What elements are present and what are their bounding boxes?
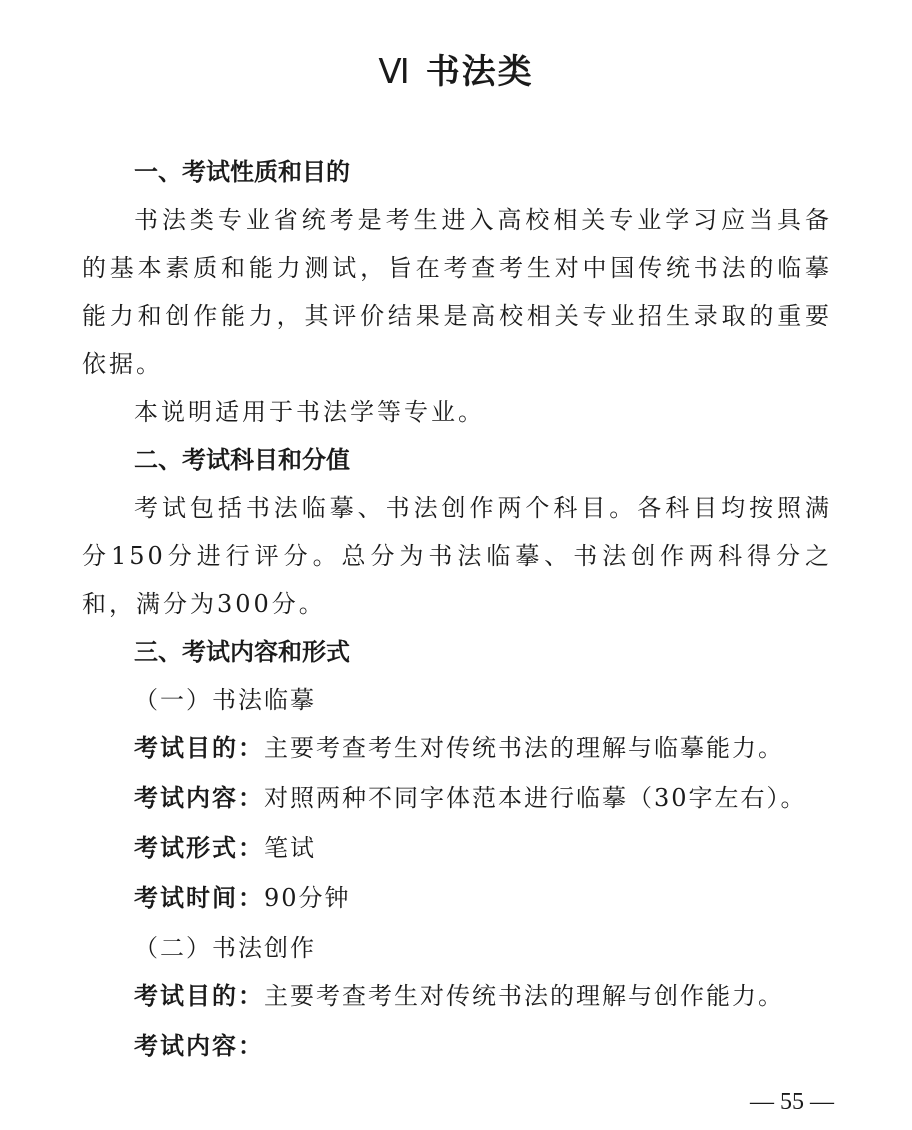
sub1-purpose-value: 主要考查考生对传统书法的理解与临摹能力。: [264, 734, 784, 762]
section-1-paragraph-1: 书法类专业省统考是考生进入高校相关专业学习应当具备的基本素质和能力测试，旨在考查考生对中国传统书法的临摹能力和创作能力，其评价结果是高校相关专业招生录取的重要依据。: [82, 206, 832, 378]
sub2-purpose-label: 考试目的：: [134, 982, 264, 1010]
sub1-purpose-line: [82, 724, 832, 774]
sub1-form-value: 笔试: [264, 834, 316, 862]
title-text: 书法类: [425, 52, 534, 92]
sub1-time-line: [82, 874, 832, 924]
sub1-content-value: 对照两种不同字体范本进行临摹（30字左右）。: [264, 784, 807, 812]
page-number: — 55 —: [750, 1089, 834, 1115]
section-heading-1: 一、考试性质和目的: [134, 158, 350, 186]
sub2-purpose-value: 主要考查考生对传统书法的理解与创作能力。: [264, 982, 784, 1010]
sub1-content-label: 考试内容：: [134, 784, 264, 812]
page-title: [0, 44, 912, 93]
document-body: [82, 148, 832, 1072]
sub1-time-value: 90分钟: [264, 884, 351, 912]
sub2-purpose-line: [82, 972, 832, 1022]
sub1-purpose-label: 考试目的：: [134, 734, 264, 762]
sub1-time-label: 考试时间：: [134, 884, 264, 912]
section-heading-3: 三、考试内容和形式: [134, 638, 350, 666]
sub2-content-label: 考试内容：: [134, 1032, 264, 1060]
subsection-title-2: （二）书法创作: [134, 934, 316, 962]
subsection-title-1: （一）书法临摹: [134, 686, 316, 714]
title-numeral: Ⅵ: [378, 54, 412, 91]
section-heading-2: 二、考试科目和分值: [134, 446, 350, 474]
sub1-content-line: [82, 774, 832, 824]
section-1-paragraph-2: 本说明适用于书法学等专业。: [134, 398, 485, 426]
section-2-paragraph-1: 考试包括书法临摹、书法创作两个科目。各科目均按照满分150分进行评分。总分为书法临摹、书法创作两科得分之和，满分为300分。: [82, 494, 832, 618]
sub1-form-line: [82, 824, 832, 874]
sub2-content-line: [82, 1022, 832, 1072]
sub1-form-label: 考试形式：: [134, 834, 264, 862]
